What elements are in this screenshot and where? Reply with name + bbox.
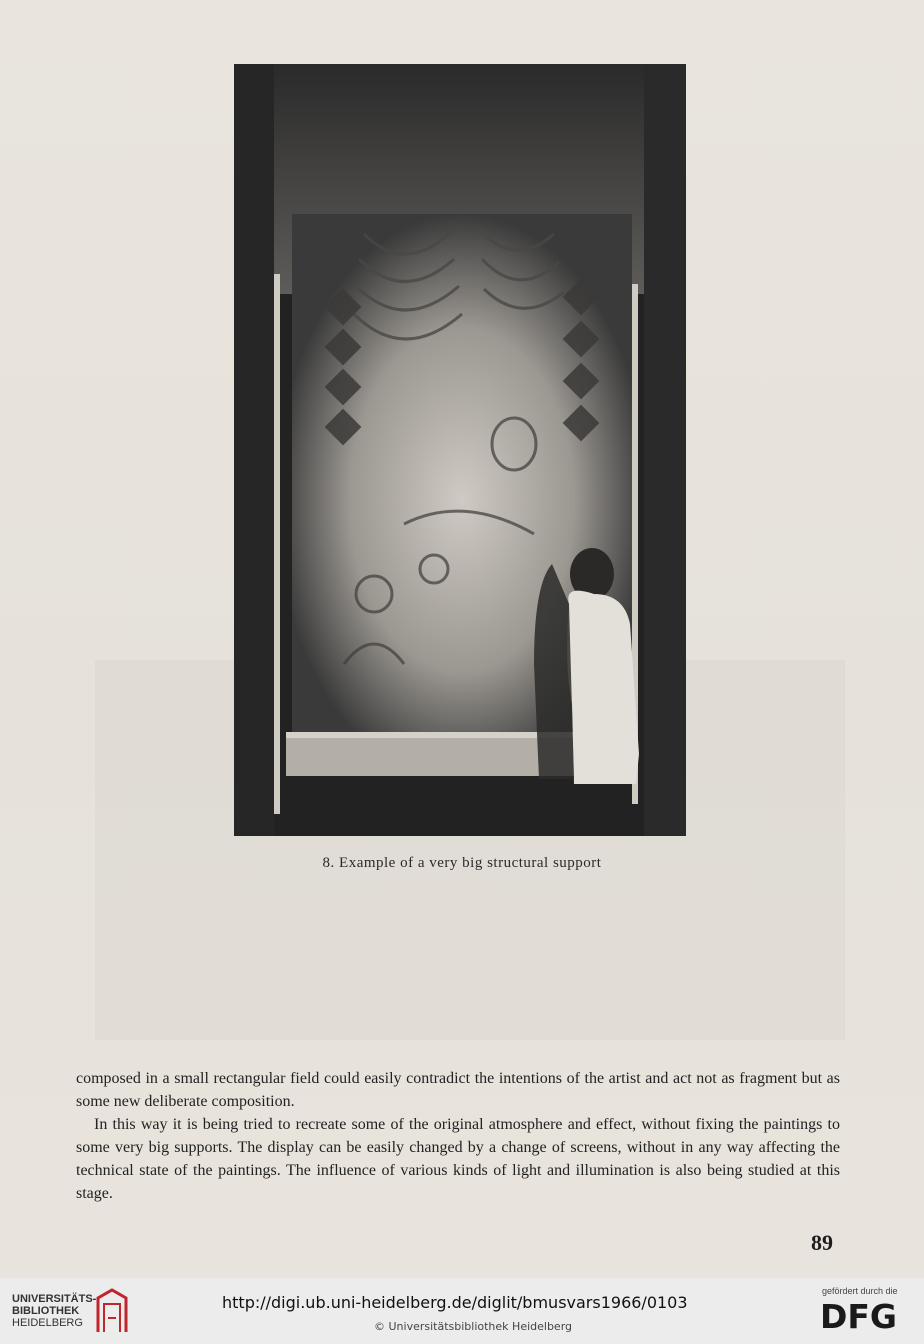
paragraph-2: In this way it is being tried to recreate some of the original atmosphere and effect, without fixing the paintings to some very big supports. The display can be easily changed by a change of screens, without in any way affecting the technical state of the paintings. The influence of various kinds of light and illumination is also being studied at this stage. xyxy=(76,1116,840,1202)
figure-caption: 8. Example of a very big structural support xyxy=(322,855,602,871)
dfg-logo: DFG xyxy=(820,1297,898,1336)
library-line-1: UNIVERSITÄTS- xyxy=(12,1293,97,1305)
copyright-notice: © Universitätsbibliothek Heidelberg xyxy=(374,1320,573,1333)
paragraph-1: composed in a small rectangular field could easily contradict the intentions of the artist and act not as fragment but as some new deliberate composition. xyxy=(76,1070,840,1110)
page-number: 89 xyxy=(811,1230,833,1255)
library-line-3: HEIDELBERG xyxy=(12,1317,83,1329)
photo-illustration xyxy=(234,64,686,836)
library-line-2: BIBLIOTHEK xyxy=(12,1305,80,1317)
funded-by-label: gefördert durch die xyxy=(822,1286,898,1296)
footer-bar xyxy=(0,1278,924,1344)
library-name xyxy=(12,1293,96,1329)
permalink-url[interactable]: http://digi.ub.uni-heidelberg.de/diglit/bmusvars1966/0103 xyxy=(222,1293,688,1312)
figure-photograph xyxy=(234,64,686,836)
library-logo-icon xyxy=(94,1288,130,1334)
body-text xyxy=(76,1067,840,1205)
